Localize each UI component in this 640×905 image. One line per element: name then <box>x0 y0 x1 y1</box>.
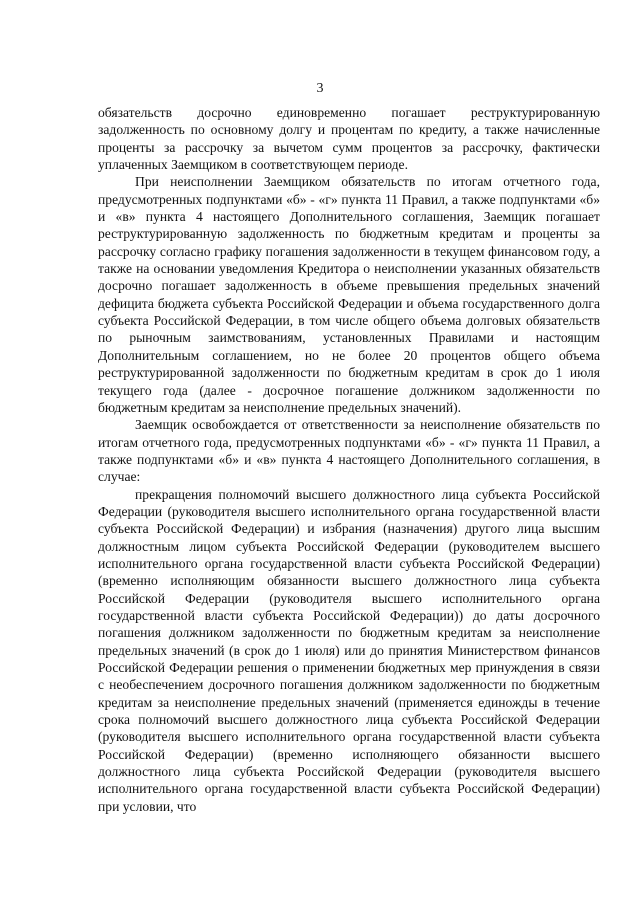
page-number: 3 <box>316 81 324 96</box>
paragraph-termination-of-powers: прекращения полномочий высшего должностного лица субъекта Российской Федерации (руководителя высшего исполнительного органа государственной власти субъекта Российской Федерации) и избрания (назначения) другого лица высшим должностным лицом субъекта Российской Федерации (руководителем высшего исполнительного органа государственной власти субъекта Российской Федерации) (временно исполняющим обязанности высшего должностного лица субъекта Российской Федерации (руководителя высшего исполнительного органа государственной власти субъекта Российской Федерации)) до даты досрочного погашения должником задолженности по бюджетным кредитам за неисполнение предельных значений (в срок до 1 июля) или до принятия Министерством финансов Российской Федерации решения о применении бюджетных мер принуждения в связи с необеспечением досрочного погашения должником задолженности по бюджетным кредитам за неисполнение предельных значений (применяется единожды в течение срока полномочий высшего должностного лица субъекта Российской Федерации (руководителя высшего исполнительного органа государственной власти субъекта Российской Федерации) (временно исполняющего обязанности высшего должностного лица субъекта Российской Федерации (руководителя высшего исполнительного органа государственной власти субъекта Российской Федерации) при условии, что <box>98 486 600 814</box>
paragraph-non-fulfillment: При неисполнении Заемщиком обязательств по итогам отчетного года, предусмотренных подпунктами «б» - «г» пункта 11 Правил, а также подпунктами «б» и «в» пункта 4 настоящего Дополнительного соглашения, Заемщик погашает реструктурированную задолженность по бюджетным кредитам и проценты за рассрочку согласно графику погашения задолженности в текущем финансовом году, а также на основании уведомления Кредитора о неисполнении указанных обязательств досрочно погашает задолженность в объеме превышения предельных значений дефицита бюджета субъекта Российской Федерации и объема государственного долга субъекта Российской Федерации, в том числе общего объема долговых обязательств по рыночным заимствованиям, установленных Правилами и настоящим Дополнительным соглашением, но не более 20 процентов общего объема реструктурированной задолженности по бюджетным кредитам в срок до 1 июля текущего года (далее - досрочное погашение должником задолженности по бюджетным кредитам за неисполнение предельных значений). <box>98 174 600 415</box>
paragraph-continuation: обязательств досрочно единовременно погашает реструктурированную задолженность по основному долгу и процентам по кредиту, а также начисленные проценты за рассрочку за вычетом сумм процентов за рассрочку, фактически уплаченных Заемщиком в соответствующем периоде. <box>98 105 600 173</box>
document-body <box>98 104 600 815</box>
paragraph-exemption: Заемщик освобождается от ответственности за неисполнение обязательств по итогам отчетного года, предусмотренных подпунктами «б» - «г» пункта 11 Правил, а также подпунктами «б» и «в» пункта 4 настоящего Дополнительного соглашения, в случае: <box>98 417 600 485</box>
